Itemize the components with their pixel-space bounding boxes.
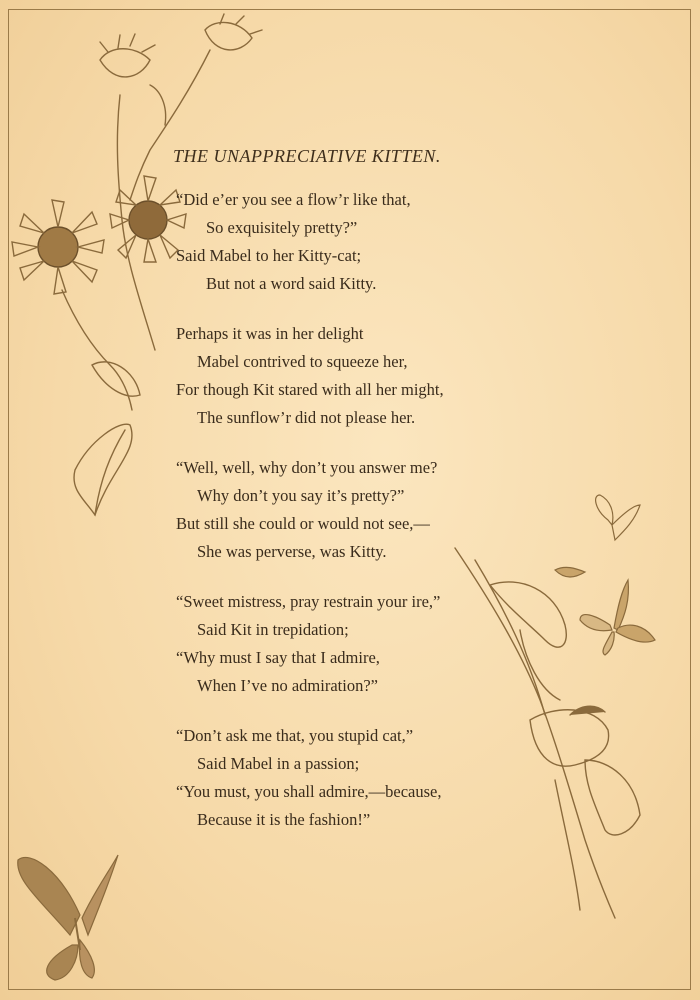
poem-line: But still she could or would not see,—	[176, 514, 430, 533]
poem-line: Said Kit in trepidation;	[197, 620, 349, 639]
poem-line: “Well, well, why don’t you answer me?	[176, 458, 438, 477]
stanza	[176, 454, 506, 566]
poem-line: The sunflow’r did not please her.	[197, 408, 416, 427]
poem-line: When I’ve no admiration?”	[197, 676, 378, 695]
poem-line: Mabel contrived to squeeze her,	[197, 352, 408, 371]
poem-line: Because it is the fashion!”	[197, 810, 371, 829]
poem-title: THE UNAPPRECIATIVE KITTEN.	[173, 146, 441, 166]
poem-line: For though Kit stared with all her might,	[176, 380, 444, 399]
poem-line: “You must, you shall admire,—because,	[176, 782, 442, 801]
poem-line: “Sweet mistress, pray restrain your ire,”	[176, 592, 441, 611]
stanza	[176, 588, 506, 700]
poem-line: “Don’t ask me that, you stupid cat,”	[176, 726, 414, 745]
poem-line: “Did e’er you see a flow’r like that,	[176, 190, 411, 209]
poem-line: Said Mabel to her Kitty-cat;	[176, 246, 362, 265]
poem-body	[176, 186, 506, 856]
poem-line: So exquisitely pretty?”	[206, 218, 358, 237]
stanza	[176, 722, 506, 834]
poem-line: “Why must I say that I admire,	[176, 648, 380, 667]
poem-line: She was perverse, was Kitty.	[197, 542, 387, 561]
poem-line: Perhaps it was in her delight	[176, 324, 364, 343]
stanza	[176, 186, 506, 298]
poem-line: Why don’t you say it’s pretty?”	[197, 486, 405, 505]
poem-line: But not a word said Kitty.	[206, 274, 377, 293]
poem-line: Said Mabel in a passion;	[197, 754, 360, 773]
stanza	[176, 320, 506, 432]
